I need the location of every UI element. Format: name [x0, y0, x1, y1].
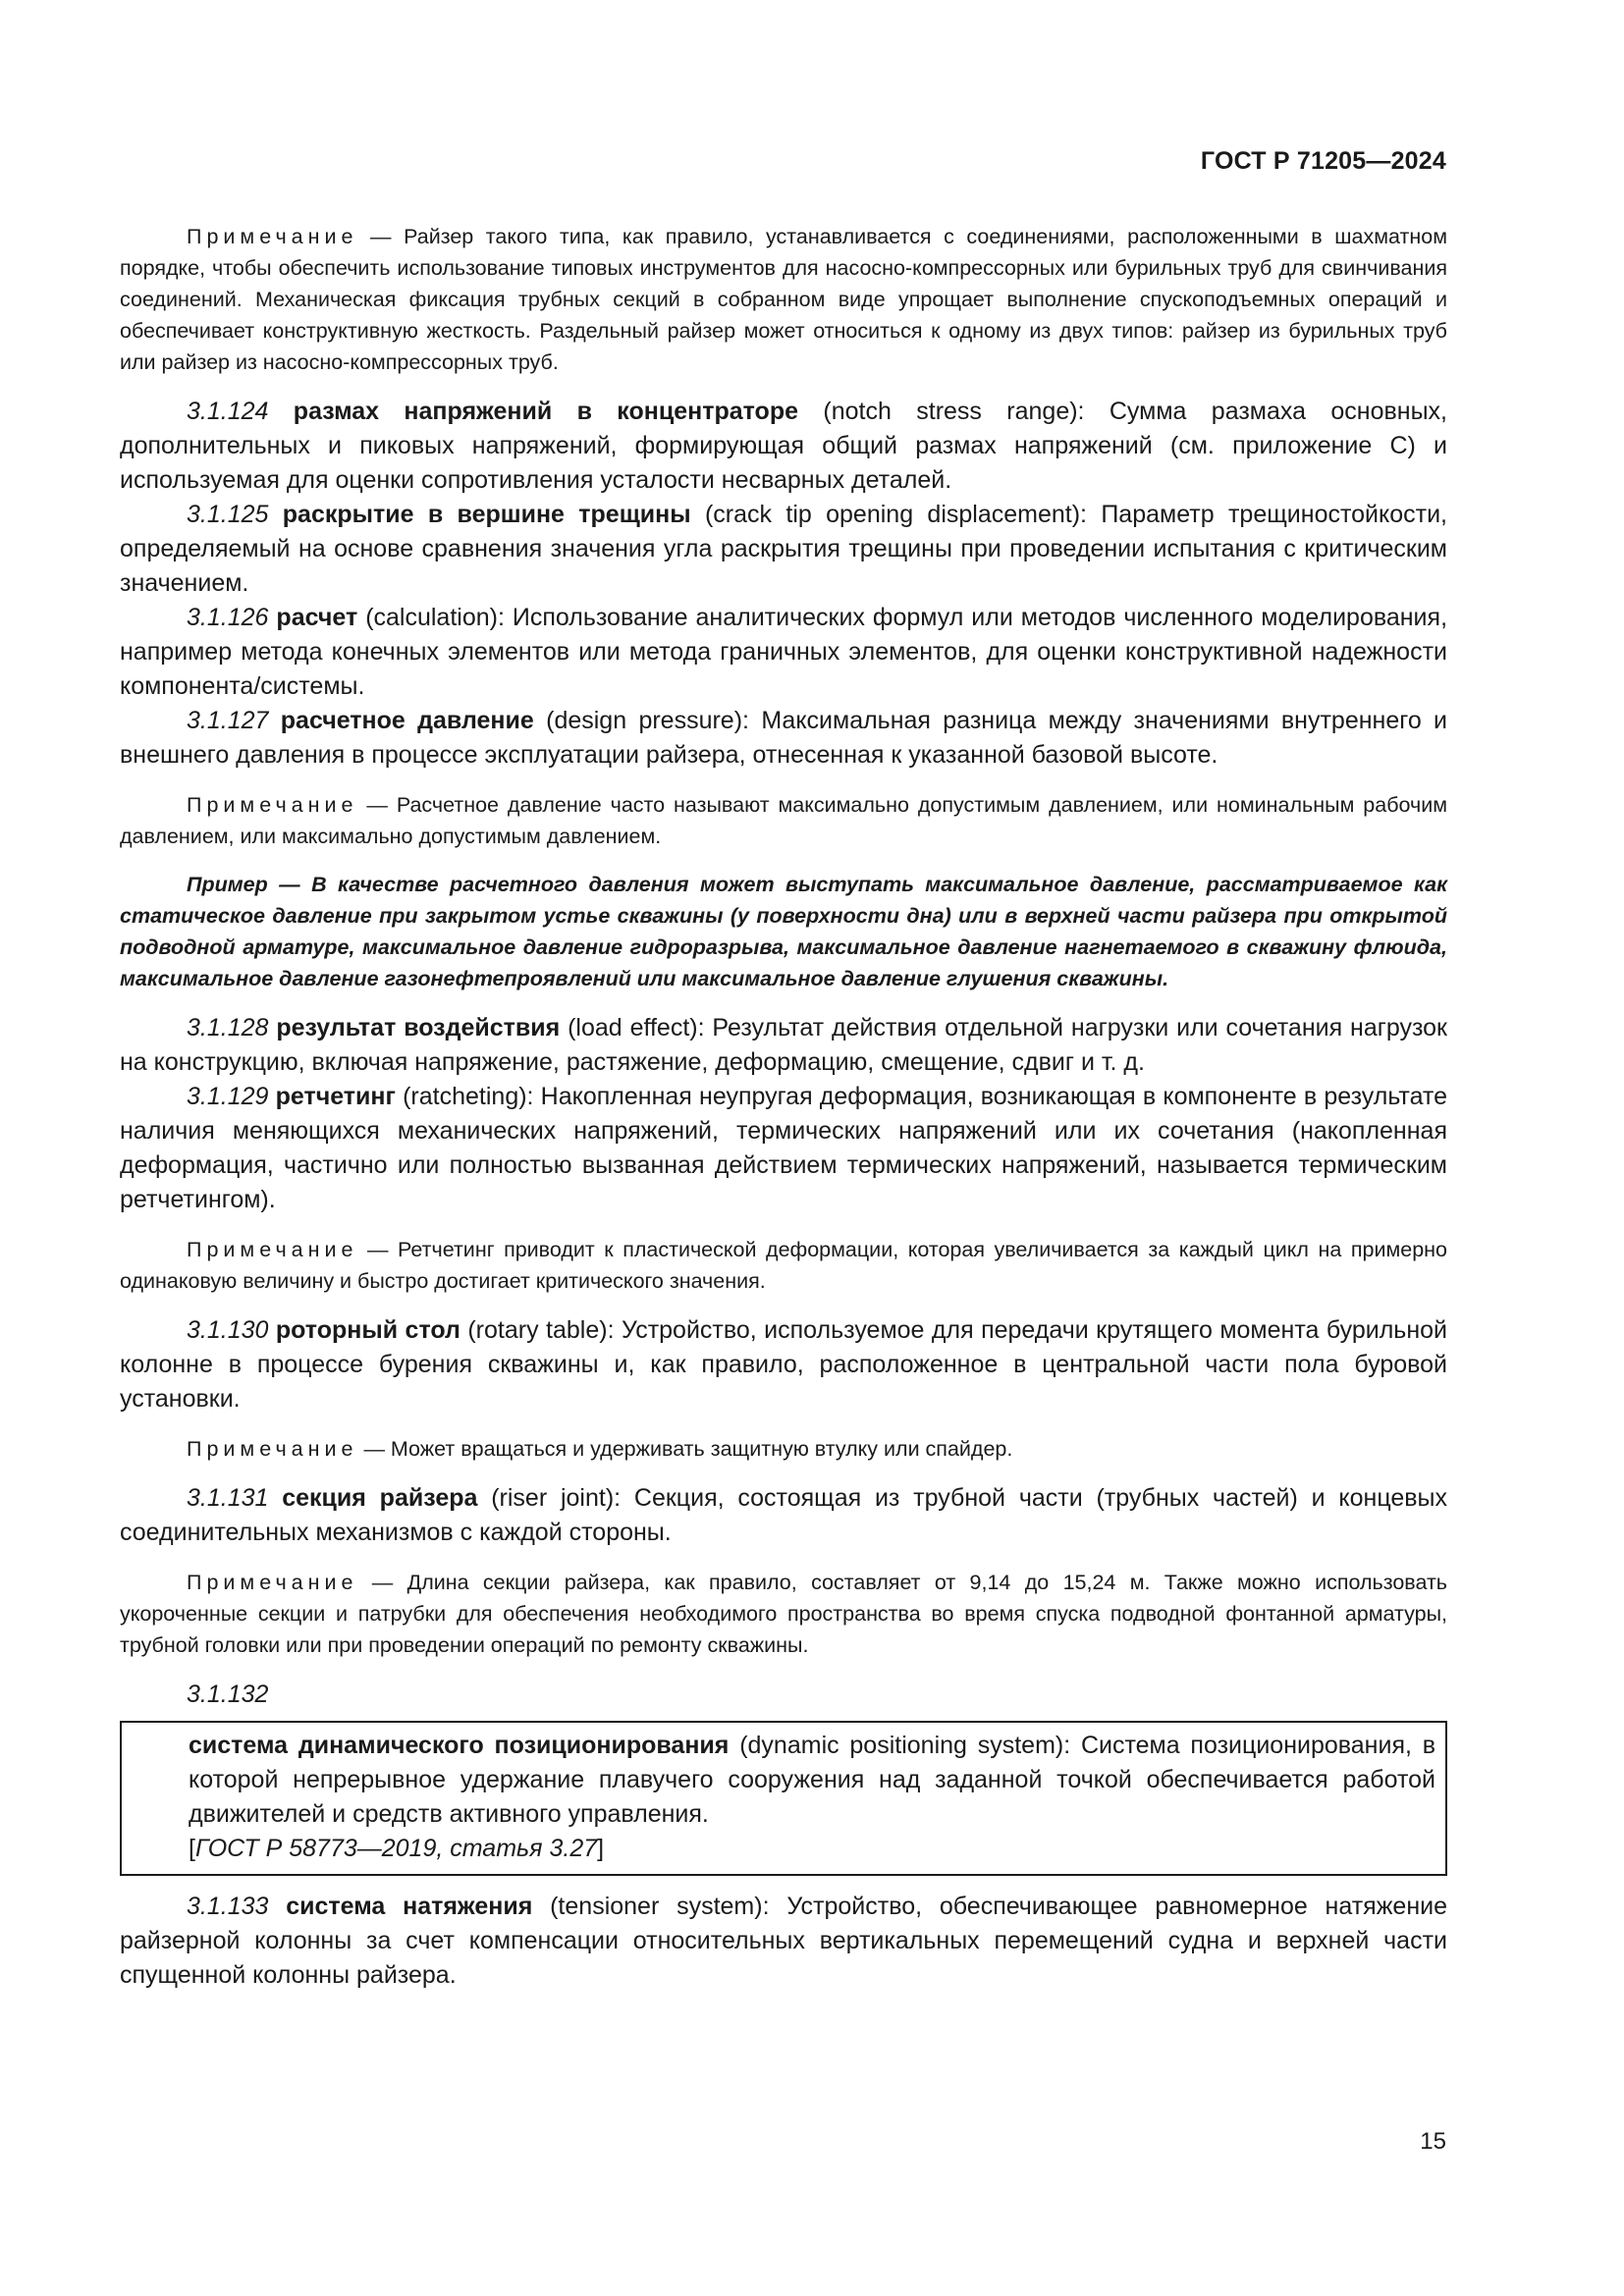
term-entry [120, 1080, 1447, 1217]
note-label: Примечание [187, 793, 358, 817]
term-entry [120, 1481, 1447, 1550]
note [120, 1234, 1447, 1297]
term-number: 3.1.127 [187, 707, 269, 734]
term-definition: (ratcheting): Накопленная неупругая деформация, возникающая в компоненте в результате наличия меняющихся механических напряжений, термических напряжений или их сочетания (накопленная деформация, частично или полностью вызванная действием термических напряжений, называется термическим ретчетингом). [120, 1083, 1447, 1213]
term-name: расчет [276, 604, 358, 631]
term-name: система динамического позиционирования [189, 1732, 730, 1759]
source-reference [189, 1832, 1435, 1866]
term-definition: (notch stress range): Сумма размаха основных, дополнительных и пиковых напряжений, формирующая общий размах напряжений (см. приложение С) и используемая для оценки сопротивления усталости несварных деталей. [120, 398, 1447, 494]
term-definition: (design pressure): Максимальная разница между значениями внутреннего и внешнего давления в процессе эксплуатации райзера, отнесенная к указанной базовой высоте. [120, 707, 1448, 769]
term-name: ретчетинг [275, 1083, 396, 1110]
page-number: 15 [1420, 2128, 1446, 2155]
term-definition: (dynamic positioning system): Система позиционирования, в которой непрерывное удержание плавучего сооружения над заданной точкой обеспечивается работой движителей и средств активного управления. [189, 1732, 1436, 1828]
term-number: 3.1.124 [187, 398, 269, 425]
note [120, 1433, 1447, 1465]
note-text: — Ретчетинг приводит к пластической деформации, которая увеличивается за каждый цикл на примерно одинаковую величину и быстро достигает критического значения. [120, 1238, 1447, 1293]
source-citation: ГОСТ Р 58773—2019, статья 3.27 [194, 1835, 598, 1862]
term-definition: (calculation): Использование аналитических формул или методов численного моделирования, например метода конечных элементов или метода граничных элементов, для оценки конструктивной надежности компонента/системы. [120, 604, 1448, 700]
note [120, 1567, 1447, 1661]
term-entry [120, 498, 1447, 601]
term-number: 3.1.125 [187, 501, 269, 528]
term-entry [120, 1011, 1447, 1080]
term-entry [120, 601, 1447, 704]
note-label: Примечание [187, 225, 358, 248]
term-number: 3.1.133 [187, 1893, 269, 1920]
source-bracket-close: ] [597, 1835, 605, 1862]
term-name: роторный стол [275, 1316, 460, 1344]
term-name: результат воздействия [276, 1014, 561, 1041]
page-content [120, 221, 1447, 1993]
source-bracket-open: [ [189, 1835, 195, 1862]
term-definition: (load effect): Результат действия отдельной нагрузки или сочетания нагрузок на конструкцию, включая напряжение, растяжение, деформацию, смещение, сдвиг и т. д. [120, 1014, 1447, 1076]
note-text: — Длина секции райзера, как правило, составляет от 9,14 до 15,24 м. Также можно использовать укороченные секции и патрубки для обеспечения необходимого пространства во время спуска подводной фонтанной арматуры, трубной головки или при проведении операций по ремонту скважины. [120, 1571, 1447, 1657]
term-name: расчетное давление [280, 707, 534, 734]
term-entry [120, 395, 1447, 498]
term-name: размах напряжений в концентраторе [293, 398, 799, 425]
note [120, 221, 1447, 378]
term-name: раскрытие в вершине трещины [282, 501, 691, 528]
term-number: 3.1.126 [187, 604, 269, 631]
example-text: — В качестве расчетного давления может выступать максимальное давление, рассматриваемое как статическое давление при закрытом устье скважины (у поверхности дна) или в верхней части райзера при открытой подводной арматуре, максимальное давление гидроразрыва, максимальное давление нагнетаемого в скважину флюида, максимальное давление газонефтепроявлений или максимальное давление глушения скважины. [120, 873, 1447, 990]
boxed-term-definition [120, 1721, 1447, 1876]
term-name: секция райзера [282, 1484, 478, 1512]
document-header: ГОСТ Р 71205—2024 [1200, 147, 1446, 175]
note-text: — Райзер такого типа, как правило, устанавливается с соединениями, расположенными в шахматном порядке, чтобы обеспечить использование типовых инструментов для насосно-компрессорных или бурильных труб для свинчивания соединений. Механическая фиксация трубных секций в собранном виде упрощает выполнение спускоподъемных операций и обеспечивает конструктивную жесткость. Раздельный райзер может относиться к одному из двух типов: райзер из бурильных труб или райзер из насосно-компрессорных труб. [120, 225, 1447, 374]
term-number: 3.1.131 [187, 1484, 269, 1512]
term-number: 3.1.132 [187, 1681, 269, 1708]
term-definition: (crack tip opening displacement): Параметр трещиностойкости, определяемый на основе сравнения значения угла раскрытия трещины при проведении испытания с критическим значением. [120, 501, 1447, 597]
example [120, 869, 1447, 994]
term-entry [120, 1313, 1447, 1416]
note [120, 789, 1447, 852]
note-label: Примечание [187, 1437, 358, 1461]
note-label: Примечание [187, 1238, 358, 1261]
term-definition: (tensioner system): Устройство, обеспечивающее равномерное натяжение райзерной колонны за счет компенсации относительных вертикальных перемещений судна и верхней части спущенной колонны райзера. [120, 1893, 1448, 1989]
note-text: — Расчетное давление часто называют максимально допустимым давлением, или номинальным рабочим давлением, или максимально допустимым давлением. [120, 793, 1447, 848]
term-definition: (riser joint): Секция, состоящая из трубной части (трубных частей) и концевых соединительных механизмов с каждой стороны. [120, 1484, 1448, 1546]
term-name: система натяжения [286, 1893, 533, 1920]
note-text: — Может вращаться и удерживать защитную втулку или спайдер. [363, 1437, 1013, 1461]
example-label: Пример [187, 873, 268, 896]
term-number: 3.1.128 [187, 1014, 269, 1041]
term-entry [120, 1890, 1447, 1993]
boxed-term-text [189, 1729, 1435, 1832]
note-label: Примечание [187, 1571, 358, 1594]
term-number: 3.1.130 [187, 1316, 269, 1344]
term-number: 3.1.129 [187, 1083, 269, 1110]
term-number-standalone [120, 1678, 1447, 1712]
term-definition: (rotary table): Устройство, используемое для передачи крутящего момента бурильной колонне в процессе бурения скважины и, как правило, расположенное в центральной части пола буровой установки. [120, 1316, 1447, 1413]
term-entry [120, 704, 1447, 773]
